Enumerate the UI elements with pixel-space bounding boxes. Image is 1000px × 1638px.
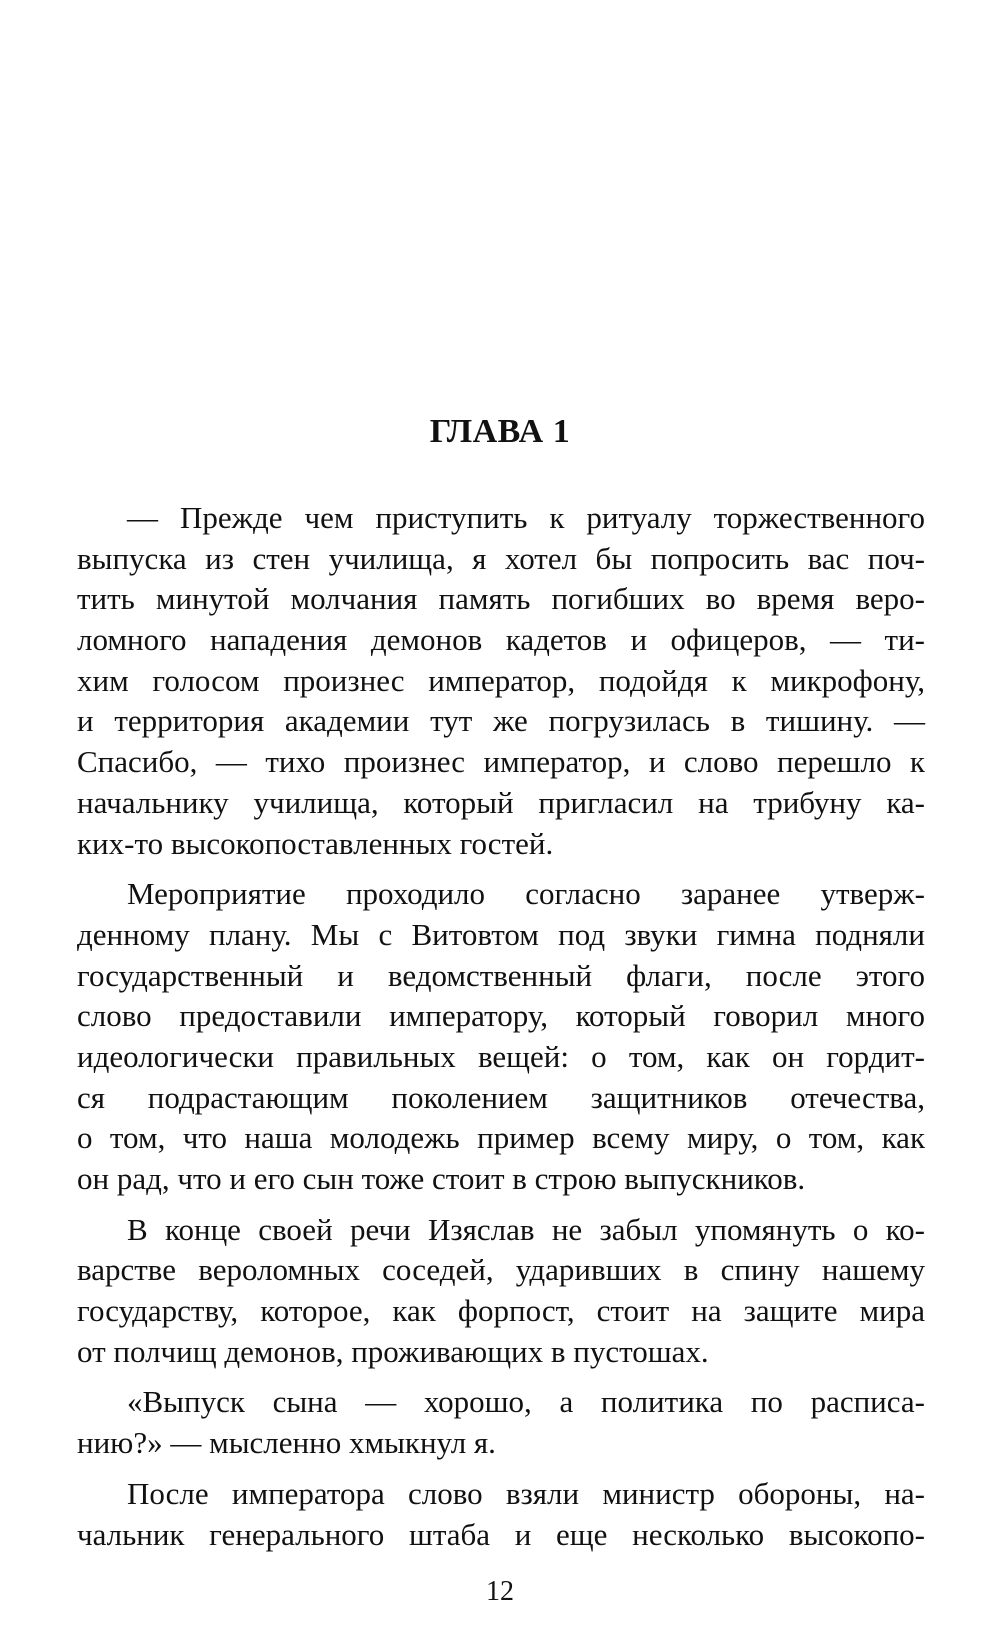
text-line: ких-то высокопоставленных гостей. xyxy=(77,825,554,861)
paragraph xyxy=(77,874,925,1200)
text-line: ся подрастающим поколением защитников отечества, xyxy=(77,1079,925,1115)
text-line: он рад, что и его сын тоже стоит в строю выпускников. xyxy=(77,1161,806,1196)
text-line: чальник генерального штаба и еще несколько высокопо- xyxy=(77,1516,925,1552)
text-line: варстве вероломных соседей, ударивших в спину нашему xyxy=(77,1252,925,1288)
text-line: выпуска из стен училища, я хотел бы попросить вас поч- xyxy=(77,540,925,576)
text-line: государству, которое, как форпост, стоит на защите мира xyxy=(77,1293,925,1329)
text-line: начальнику училища, который пригласил на трибуну ка- xyxy=(77,784,925,820)
text-line: В конце своей речи Изяслав не забыл упомянуть о ко- xyxy=(127,1211,925,1247)
text-line: «Выпуск сына — хорошо, а политика по расписа- xyxy=(127,1384,925,1420)
text-line: ломного нападения демонов кадетов и офицеров, — ти- xyxy=(77,622,925,658)
text-line: нию?» — мысленно хмыкнул я. xyxy=(77,1425,496,1461)
text-line: — Прежде чем приступить к ритуалу торжественного xyxy=(127,500,925,535)
paragraph xyxy=(77,498,925,864)
text-line: о том, что наша молодежь пример всему миру, о том, как xyxy=(77,1120,925,1156)
text-line: Спасибо, — тихо произнес император, и слово перешло к xyxy=(77,744,925,780)
chapter-title: ГЛАВА 1 xyxy=(429,413,571,450)
text-line: Мероприятие проходило согласно заранее утверж- xyxy=(127,876,925,912)
text-line: идеологически правильных вещей: о том, как он гордит- xyxy=(77,1038,925,1074)
body-text xyxy=(77,498,925,1555)
text-line: от полчищ демонов, проживающих в пустошах. xyxy=(77,1333,709,1369)
text-line: тить минутой молчания память погибших во время веро- xyxy=(77,581,925,617)
text-line: и территория академии тут же погрузилась в тишину. — xyxy=(77,703,925,739)
text-line: государственный и ведомственный флаги, после этого xyxy=(77,957,925,993)
text-line: хим голосом произнес император, подойдя к микрофону, xyxy=(77,662,925,698)
paragraph xyxy=(77,1210,925,1373)
page-number: 12 xyxy=(486,1576,514,1607)
text-line: денному плану. Мы с Витовтом под звуки гимна подняли xyxy=(77,916,925,952)
text-line: После императора слово взяли министр обороны, на- xyxy=(127,1475,925,1511)
paragraph xyxy=(77,1474,925,1555)
text-line: слово предоставили императору, который говорил много xyxy=(77,998,925,1034)
paragraph xyxy=(77,1382,925,1463)
